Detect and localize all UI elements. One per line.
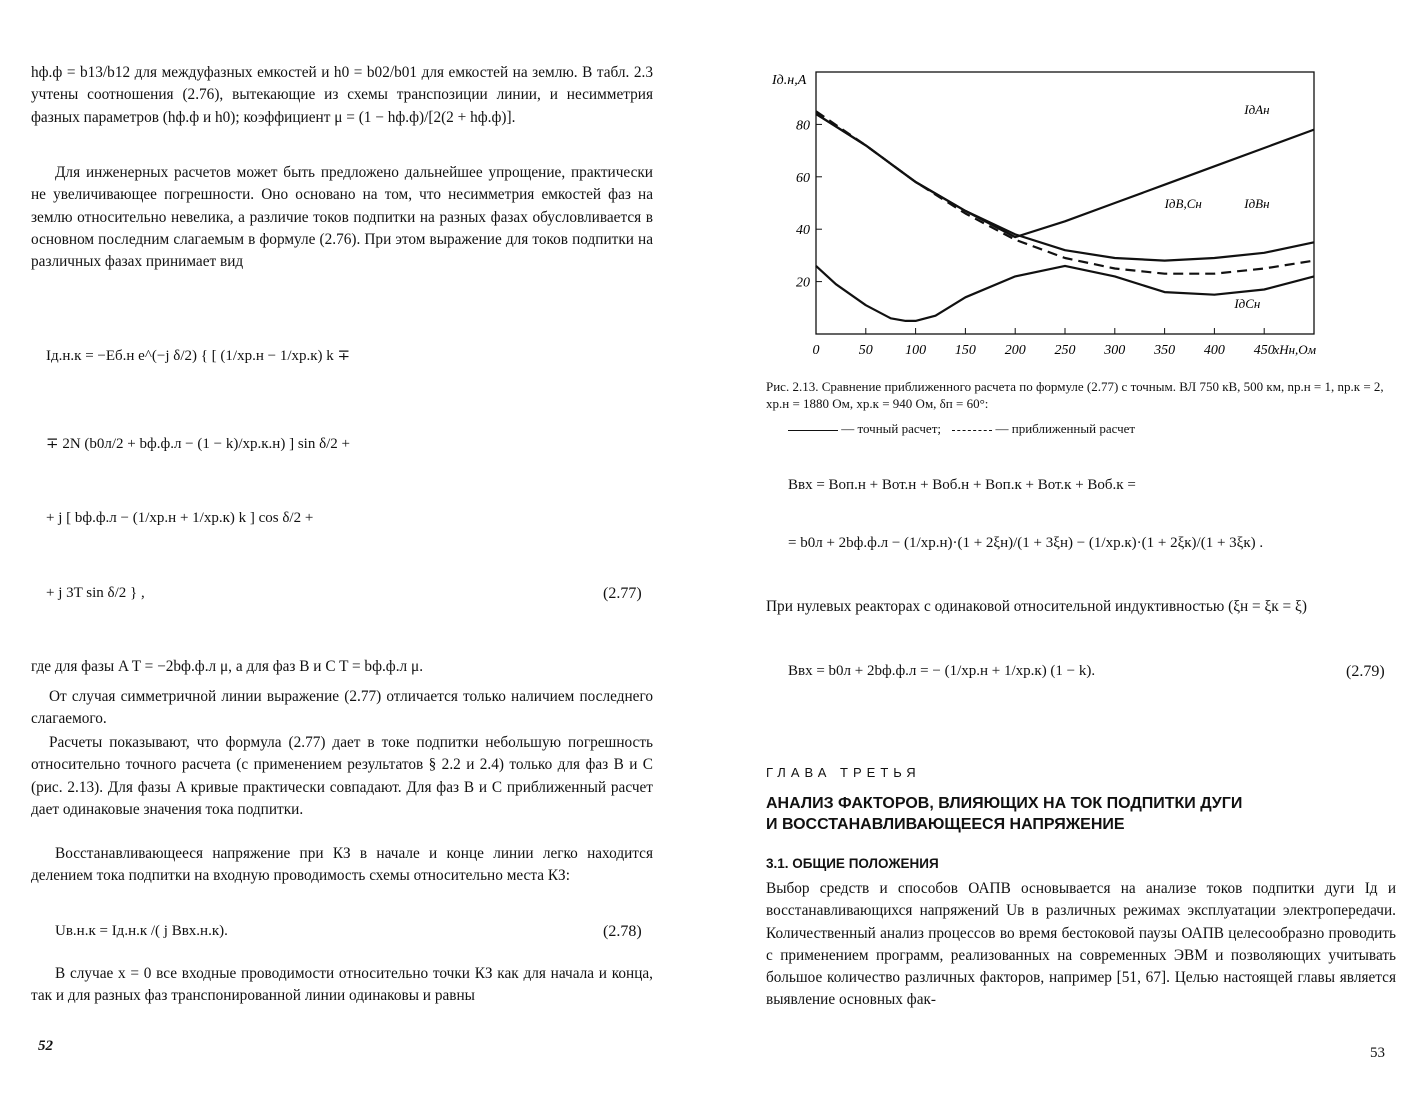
formula-bvx-line-1: Bвх = Bоп.н + Bот.н + Bоб.н + Bоп.к + Bот.к + Bоб.к =: [788, 477, 1136, 493]
paragraph: Восстанавливающееся напряжение при КЗ в начале и конце линии легко находится делением тока подпитки на входную проводимость схемы относительно места КЗ:: [31, 845, 653, 885]
series-label: IдBн: [1244, 196, 1270, 212]
x-tick-label: 100: [905, 343, 927, 358]
formula-bvx-line-2: = b0л + 2bф.ф.л − (1/xр.н)·(1 + 2ξн)/(1 + 3ξн) − (1/xр.к)·(1 + 2ξк)/(1 + 3ξк) .: [788, 535, 1264, 551]
formula-278: Uв.н.к = Iд.н.к /( j Bвх.н.к).: [55, 923, 228, 939]
legend-solid-label: — точный расчет;: [841, 421, 941, 436]
paragraph: hф.ф = b13/b12 для междуфазных емкостей и h0 = b02/b01 для емкостей на землю. В табл. 2.3 учтены соотношения (2.76), вытекающие из схемы транспозиции линии, и несимметрия фазных параметров (hф.ф и h0); коэффициент μ = (1 − hф.ф)/[2(2 + hф.ф)].: [31, 64, 653, 126]
chart-figure-2-13: [762, 62, 1362, 372]
paragraph: Выбор средств и способов ОАПВ основывается на анализе токов подпитки дуги Iд и восстанавливающихся напряжений Uв в различных режимах эксплуатации электропередачи. Количественный анализ процессов во время бестоковой паузы ОАПВ целесообразно проводить с применением программ, реализованных на современных ЭВМ и позволяющих учитывать большое количество различных факторов, например [51, 67]. Целью настоящей главы является выявление основных фак-: [766, 880, 1396, 1009]
x-tick-label: 200: [1004, 343, 1026, 358]
y-tick-label: 40: [796, 223, 810, 239]
figure-legend: [788, 420, 1248, 437]
section-title: 3.1. ОБЩИЕ ПОЛОЖЕНИЯ: [766, 856, 939, 871]
y-axis-label: Iд.н,А: [772, 73, 807, 88]
solid-line-swatch: [788, 430, 838, 431]
series-label: IдAн: [1244, 101, 1270, 117]
formula-279: Bвх = b0л + 2bф.ф.л = − (1/xр.н + 1/xр.к) (1 − k).: [788, 663, 1096, 679]
legend-dashed-label: — приближенный расчет: [995, 421, 1136, 436]
left-page: [0, 0, 712, 1112]
y-tick-label: 80: [796, 118, 810, 134]
x-tick-label: 450: [1253, 343, 1275, 358]
right-page: [712, 0, 1425, 1112]
x-tick-label: 300: [1104, 343, 1126, 358]
formula-277-line-4: + j 3T sin δ/2 } ,: [46, 585, 145, 601]
equation-number: (2.79): [1346, 663, 1385, 680]
paragraph: От случая симметричной линии выражение (2.77) отличается только наличием последнего слагаемого.: [31, 688, 653, 728]
paragraph: При нулевых реакторах с одинаковой относительной индуктивностью (ξн = ξк = ξ): [766, 598, 1307, 615]
equation-number: (2.77): [603, 585, 642, 602]
plot-frame: [816, 72, 1314, 334]
paragraph: Расчеты показывают, что формула (2.77) дает в токе подпитки небольшую погрешность относительно точного расчета (с применением результатов § 2.2 и 2.4) только для фаз B и C (рис. 2.13). Для фазы A кривые практически совпадают. Для фаз B и C приближенный расчет дает одинаковые значения тока подпитки.: [31, 734, 653, 818]
x-axis-label: xНн,Ом: [1273, 342, 1316, 357]
chapter-label: ГЛАВА ТРЕТЬЯ: [766, 765, 921, 780]
series-label: IдB,Cн: [1164, 196, 1202, 212]
paragraph: Для инженерных расчетов может быть предложено дальнейшее упрощение, практически не увеличивающее погрешности. Оно основано на том, что несимметрия емкостей фаз на землю относительно невелика, а различие токов подпитки на разных фазах обусловливается в основном последним слагаемым в формуле (2.76). При этом выражение для токов подпитки на различных фазах принимает вид: [31, 164, 653, 271]
x-tick-label: 400: [1203, 343, 1225, 358]
paragraph: В случае x = 0 все входные проводимости относительно точки КЗ как для начала и конца, так и для разных фаз транспонированной линии одинаковы и равны: [31, 965, 653, 1005]
x-tick-label: 350: [1154, 343, 1176, 358]
page-number: 53: [1370, 1045, 1385, 1061]
y-tick-label: 20: [796, 275, 810, 291]
x-tick-label: 0: [812, 343, 820, 358]
formula-277-line-3: + j [ bф.ф.л − (1/xр.н + 1/xр.к) k ] cos δ/2 +: [46, 510, 314, 526]
figure-caption: Рис. 2.13. Сравнение приближенного расчета по формуле (2.77) с точным. ВЛ 750 кВ, 500 км, nр.н = 1, nр.к = 2, xр.н = 1880 Ом, xр.к = 940 Ом, δп = 60°:: [766, 379, 1384, 411]
x-tick-label: 250: [1054, 343, 1076, 358]
y-tick-label: 60: [796, 170, 810, 186]
x-tick-label: 50: [858, 343, 873, 358]
chapter-title-line-1: АНАЛИЗ ФАКТОРОВ, ВЛИЯЮЩИХ НА ТОК ПОДПИТКИ ДУГИ: [766, 795, 1243, 812]
equation-number: (2.78): [603, 923, 642, 940]
chapter-title-line-2: И ВОССТАНАВЛИВАЮЩЕЕСЯ НАПРЯЖЕНИЕ: [766, 816, 1125, 833]
paragraph: где для фазы A T = −2bф.ф.л μ, а для фаз B и C T = bф.ф.л μ.: [31, 658, 424, 675]
series-label: IдCн: [1234, 295, 1261, 311]
series-line-0: [816, 114, 1314, 237]
dashed-line-swatch: [952, 430, 992, 431]
series-line-1: [816, 114, 1314, 261]
x-tick-label: 150: [954, 343, 976, 358]
formula-277-line-2: ∓ 2N (b0л/2 + bф.ф.л − (1 − k)/xр.к.н) ] sin δ/2 +: [46, 436, 351, 452]
series-line-3: [816, 266, 1314, 321]
page-number: 52: [38, 1038, 53, 1054]
formula-277-line-1: Iд.н.к = −Eб.н e^(−j δ/2) { [ (1/xр.н − 1/xр.к) k ∓: [46, 348, 351, 364]
